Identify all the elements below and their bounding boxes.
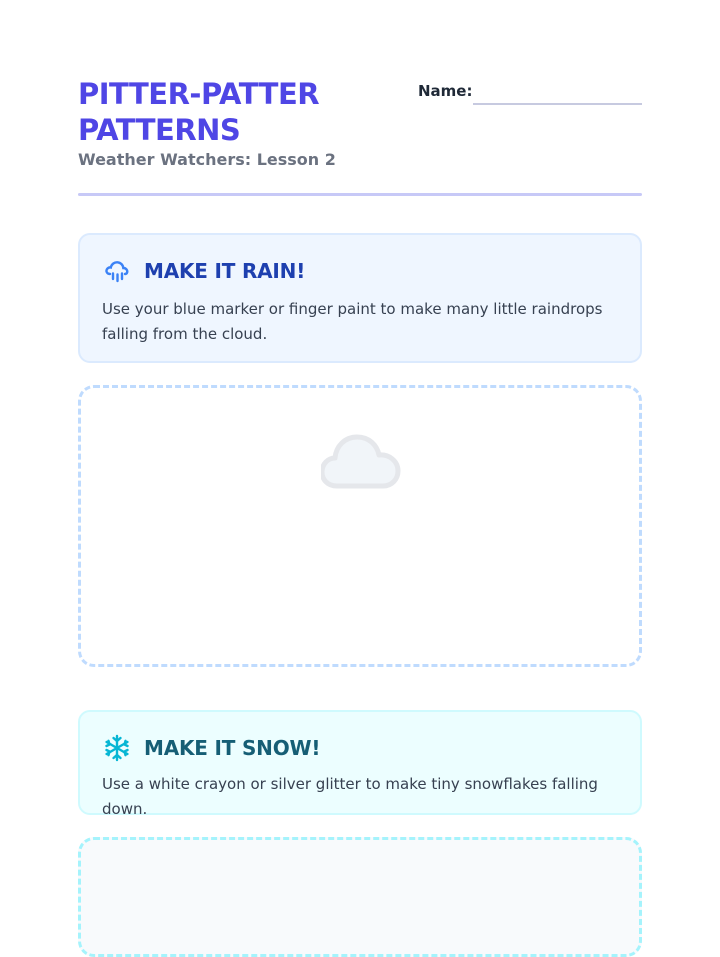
- lesson-subtitle: Weather Watchers: Lesson 2: [78, 150, 336, 169]
- snow-instructions-card: [78, 710, 642, 818]
- snowflake-icon: [102, 733, 132, 763]
- rain-card-title: MAKE IT RAIN!: [144, 259, 306, 283]
- cloud-icon: [321, 432, 403, 492]
- worksheet-header: [78, 76, 642, 174]
- rain-card-text: Use your blue marker or finger paint to make many little raindrops falling from the cloud.: [102, 300, 603, 343]
- header-divider: [78, 193, 642, 196]
- page-title: PITTER-PATTER PATTERNS: [78, 77, 320, 147]
- snow-card-header: [102, 732, 618, 764]
- name-label: Name:: [418, 82, 473, 100]
- worksheet-page: [78, 0, 642, 932]
- snow-drawing-area[interactable]: [78, 837, 642, 957]
- rain-instructions-card: [78, 233, 642, 363]
- snow-card-title: MAKE IT SNOW!: [144, 736, 321, 760]
- rain-drawing-area[interactable]: [78, 385, 642, 667]
- name-field[interactable]: [473, 103, 642, 105]
- cloud-rain-icon: [102, 256, 132, 286]
- snow-card-text: Use a white crayon or silver glitter to make tiny snowflakes falling down.: [102, 775, 598, 818]
- rain-card-header: [102, 255, 618, 287]
